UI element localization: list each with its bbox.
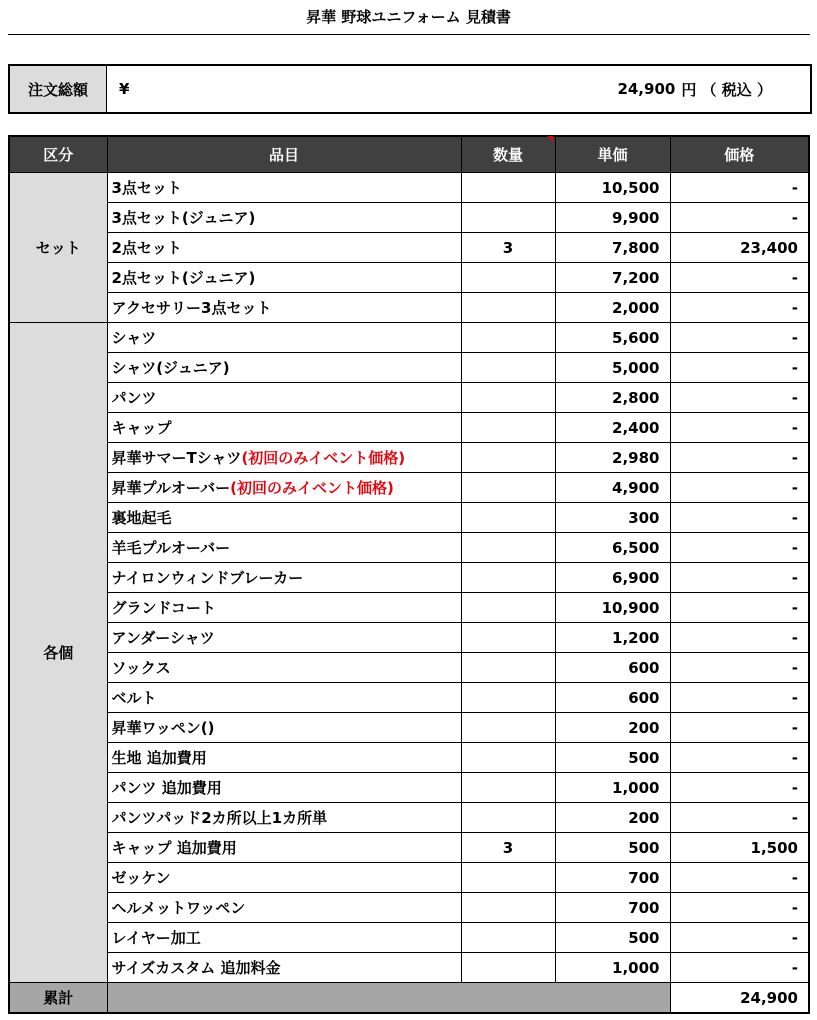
order-total-label: 注文総額 — [10, 66, 107, 112]
item-cell — [107, 653, 461, 683]
order-total-suffix: 円 （ 税込 ） — [681, 80, 772, 99]
unit-price-cell: 7,800 — [555, 233, 670, 263]
table-row — [9, 863, 809, 893]
item-name: ソックス — [111, 659, 171, 677]
summary-value: 24,900 — [670, 983, 809, 1014]
price-cell: - — [670, 653, 809, 683]
item-name: 昇華ワッペン() — [111, 719, 215, 737]
table-row — [9, 773, 809, 803]
qty-cell — [461, 803, 555, 833]
item-name: 3点セット(ジュニア) — [111, 209, 256, 227]
unit-price-cell: 1,000 — [555, 773, 670, 803]
qty-cell — [461, 713, 555, 743]
price-cell: - — [670, 923, 809, 953]
item-cell — [107, 563, 461, 593]
qty-cell: 3 — [461, 233, 555, 263]
item-note: (初回のみイベント価格) — [230, 479, 394, 497]
table-header-row — [9, 136, 809, 173]
unit-price-cell: 200 — [555, 803, 670, 833]
item-name: サイズカスタム 追加料金 — [111, 959, 281, 977]
item-cell — [107, 863, 461, 893]
item-cell — [107, 293, 461, 323]
price-cell: - — [670, 713, 809, 743]
item-cell — [107, 503, 461, 533]
table-row — [9, 413, 809, 443]
unit-price-cell: 9,900 — [555, 203, 670, 233]
item-name: グランドコート — [111, 599, 216, 617]
header-category: 区分 — [9, 136, 107, 173]
item-cell — [107, 833, 461, 863]
qty-cell — [461, 293, 555, 323]
table-row — [9, 293, 809, 323]
item-name: 昇華サマーTシャツ — [111, 449, 242, 467]
item-name: アンダーシャツ — [111, 629, 215, 647]
price-cell: - — [670, 893, 809, 923]
table-row — [9, 683, 809, 713]
table-row — [9, 743, 809, 773]
qty-cell — [461, 203, 555, 233]
unit-price-cell: 2,400 — [555, 413, 670, 443]
qty-cell — [461, 563, 555, 593]
table-row — [9, 383, 809, 413]
unit-price-cell: 600 — [555, 683, 670, 713]
item-cell — [107, 923, 461, 953]
item-cell — [107, 623, 461, 653]
price-cell: 23,400 — [670, 233, 809, 263]
unit-price-cell: 700 — [555, 893, 670, 923]
price-cell: - — [670, 773, 809, 803]
unit-price-cell: 500 — [555, 923, 670, 953]
price-cell: - — [670, 443, 809, 473]
unit-price-cell: 6,500 — [555, 533, 670, 563]
price-cell: - — [670, 623, 809, 653]
price-cell: - — [670, 533, 809, 563]
unit-price-cell: 2,000 — [555, 293, 670, 323]
price-cell: - — [670, 563, 809, 593]
qty-cell — [461, 353, 555, 383]
item-cell — [107, 263, 461, 293]
item-cell — [107, 713, 461, 743]
title-divider — [8, 34, 810, 35]
item-cell — [107, 593, 461, 623]
item-name: ヘルメットワッペン — [111, 899, 246, 917]
price-cell: - — [670, 803, 809, 833]
item-cell — [107, 683, 461, 713]
qty-cell — [461, 623, 555, 653]
item-cell — [107, 743, 461, 773]
unit-price-cell: 2,800 — [555, 383, 670, 413]
table-row — [9, 323, 809, 353]
unit-price-cell: 5,600 — [555, 323, 670, 353]
price-cell: - — [670, 953, 809, 983]
price-cell: - — [670, 413, 809, 443]
item-name: ゼッケン — [111, 869, 171, 887]
summary-blank — [107, 983, 670, 1014]
unit-price-cell: 700 — [555, 863, 670, 893]
table-row — [9, 233, 809, 263]
unit-price-cell: 5,000 — [555, 353, 670, 383]
table-row — [9, 623, 809, 653]
table-row — [9, 953, 809, 983]
header-qty: 数量 — [461, 136, 555, 173]
item-cell — [107, 533, 461, 563]
table-row — [9, 173, 809, 203]
unit-price-cell: 200 — [555, 713, 670, 743]
table-row — [9, 893, 809, 923]
qty-cell — [461, 473, 555, 503]
qty-cell — [461, 893, 555, 923]
qty-cell — [461, 653, 555, 683]
order-total-amount — [579, 66, 810, 112]
price-cell: 1,500 — [670, 833, 809, 863]
item-name: キャップ 追加費用 — [111, 839, 237, 857]
item-cell — [107, 203, 461, 233]
qty-cell — [461, 863, 555, 893]
table-body — [9, 173, 809, 1014]
table-row — [9, 713, 809, 743]
item-name: 生地 追加費用 — [111, 749, 207, 767]
table-row — [9, 503, 809, 533]
qty-cell: 3 — [461, 833, 555, 863]
price-cell: - — [670, 293, 809, 323]
unit-price-cell: 4,900 — [555, 473, 670, 503]
price-cell: - — [670, 473, 809, 503]
price-cell: - — [670, 743, 809, 773]
order-total-value: 24,900 — [617, 80, 676, 98]
price-cell: - — [670, 203, 809, 233]
item-name: パンツパッド2カ所以上1カ所単 — [111, 809, 328, 827]
price-cell: - — [670, 173, 809, 203]
item-cell — [107, 443, 461, 473]
table-row — [9, 353, 809, 383]
item-cell — [107, 773, 461, 803]
item-name: パンツ — [111, 389, 157, 407]
item-name: シャツ — [111, 329, 157, 347]
item-cell — [107, 893, 461, 923]
item-cell — [107, 953, 461, 983]
comment-indicator-icon — [547, 136, 553, 142]
item-cell — [107, 473, 461, 503]
qty-cell — [461, 263, 555, 293]
table-row — [9, 593, 809, 623]
header-price: 価格 — [670, 136, 809, 173]
table-row — [9, 203, 809, 233]
item-cell — [107, 323, 461, 353]
price-cell: - — [670, 863, 809, 893]
item-cell — [107, 353, 461, 383]
price-cell: - — [670, 353, 809, 383]
price-cell: - — [670, 383, 809, 413]
item-cell — [107, 233, 461, 263]
qty-cell — [461, 503, 555, 533]
item-name: 羊毛プルオーバー — [111, 539, 231, 557]
qty-cell — [461, 743, 555, 773]
qty-cell — [461, 593, 555, 623]
item-name: ナイロンウィンドブレーカー — [111, 569, 304, 587]
table-row — [9, 443, 809, 473]
price-cell: - — [670, 593, 809, 623]
price-cell: - — [670, 503, 809, 533]
table-row — [9, 473, 809, 503]
qty-cell — [461, 923, 555, 953]
item-name: シャツ(ジュニア) — [111, 359, 230, 377]
unit-price-cell: 10,900 — [555, 593, 670, 623]
item-name: 裏地起毛 — [111, 509, 172, 527]
summary-label: 累計 — [9, 983, 107, 1014]
unit-price-cell: 6,900 — [555, 563, 670, 593]
price-cell: - — [670, 323, 809, 353]
item-cell — [107, 413, 461, 443]
table-row — [9, 533, 809, 563]
unit-price-cell: 300 — [555, 503, 670, 533]
table-row — [9, 563, 809, 593]
order-total-currency: ¥ — [119, 80, 130, 98]
header-item: 品目 — [107, 136, 461, 173]
estimate-table — [8, 135, 810, 1014]
item-name: パンツ 追加費用 — [111, 779, 222, 797]
qty-cell — [461, 383, 555, 413]
summary-row — [9, 983, 809, 1014]
price-cell: - — [670, 683, 809, 713]
page-title: 昇華 野球ユニフォーム 見積書 — [306, 8, 511, 26]
item-name: 3点セット — [111, 179, 182, 197]
qty-cell — [461, 953, 555, 983]
order-total-box — [8, 64, 812, 114]
unit-price-cell: 500 — [555, 833, 670, 863]
qty-cell — [461, 443, 555, 473]
table-row — [9, 653, 809, 683]
unit-price-cell: 2,980 — [555, 443, 670, 473]
item-cell — [107, 173, 461, 203]
item-name: キャップ — [111, 419, 172, 437]
item-name: 2点セット(ジュニア) — [111, 269, 256, 287]
qty-cell — [461, 173, 555, 203]
table-row — [9, 263, 809, 293]
unit-price-cell: 10,500 — [555, 173, 670, 203]
price-cell: - — [670, 263, 809, 293]
item-name: 昇華プルオーバー — [111, 479, 231, 497]
header-unit-price: 単価 — [555, 136, 670, 173]
unit-price-cell: 1,000 — [555, 953, 670, 983]
unit-price-cell: 7,200 — [555, 263, 670, 293]
item-name: レイヤー加工 — [111, 929, 201, 947]
unit-price-cell: 600 — [555, 653, 670, 683]
table-row — [9, 923, 809, 953]
item-cell — [107, 383, 461, 413]
unit-price-cell: 500 — [555, 743, 670, 773]
qty-cell — [461, 683, 555, 713]
table-row — [9, 803, 809, 833]
qty-cell — [461, 323, 555, 353]
item-name: ベルト — [111, 689, 157, 707]
item-name: アクセサリー3点セット — [111, 299, 272, 317]
unit-price-cell: 1,200 — [555, 623, 670, 653]
item-name: 2点セット — [111, 239, 182, 257]
item-cell — [107, 803, 461, 833]
qty-cell — [461, 533, 555, 563]
category-cell: 各個 — [9, 323, 107, 983]
qty-cell — [461, 773, 555, 803]
qty-cell — [461, 413, 555, 443]
item-note: (初回のみイベント価格) — [241, 449, 406, 467]
table-row — [9, 833, 809, 863]
category-cell: セット — [9, 173, 107, 323]
